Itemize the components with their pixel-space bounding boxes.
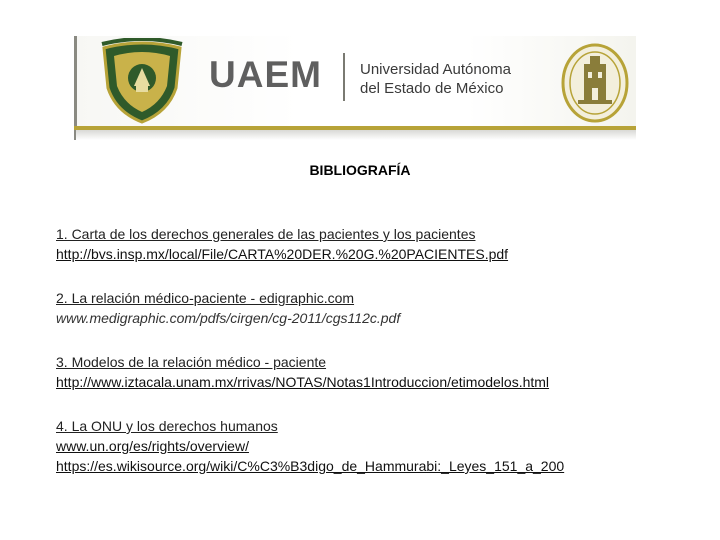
bibliography-list — [56, 224, 696, 500]
banner-shadow — [76, 130, 636, 140]
entry-link[interactable]: http://bvs.insp.mx/local/File/CARTA%20DER.%20G.%20PACIENTES.pdf — [56, 246, 509, 262]
entry-source: www.medigraphic.com/pdfs/cirgen/cg-2011/cgs112c.pdf — [56, 310, 401, 326]
entry-title[interactable]: 3. Modelos de la relación médico - paciente — [56, 354, 327, 370]
entry-title[interactable]: 1. Carta de los derechos generales de las pacientes y los pacientes — [56, 226, 476, 242]
building-seal-icon — [560, 42, 630, 124]
university-name-line-1: Universidad Autónoma — [360, 61, 511, 78]
entry-link[interactable]: https://es.wikisource.org/wiki/C%C3%B3digo_de_Hammurabi:_Leyes_151_a_200 — [56, 458, 565, 474]
uaem-wordmark: UAEM — [209, 54, 322, 95]
bibliography-entry — [56, 288, 696, 328]
entry-link[interactable]: http://www.iztacala.unam.mx/rrivas/NOTAS/Notas1Introduccion/etimodelos.html — [56, 374, 550, 390]
bibliography-entry — [56, 352, 696, 392]
wordmark-divider — [343, 53, 345, 101]
bibliography-entry — [56, 224, 696, 264]
entry-link[interactable]: www.un.org/es/rights/overview/ — [56, 438, 249, 454]
page-title: BIBLIOGRAFÍA — [309, 162, 411, 178]
entry-title[interactable]: 2. La relación médico-paciente - edigraphic.com — [56, 290, 355, 306]
university-name-line-2: del Estado de México — [360, 80, 504, 97]
university-name — [360, 60, 511, 98]
banner-left-rule — [74, 36, 77, 140]
uaem-coat-of-arms-icon — [96, 38, 188, 124]
bibliography-entry — [56, 416, 696, 476]
entry-title[interactable]: 4. La ONU y los derechos humanos — [56, 418, 278, 434]
